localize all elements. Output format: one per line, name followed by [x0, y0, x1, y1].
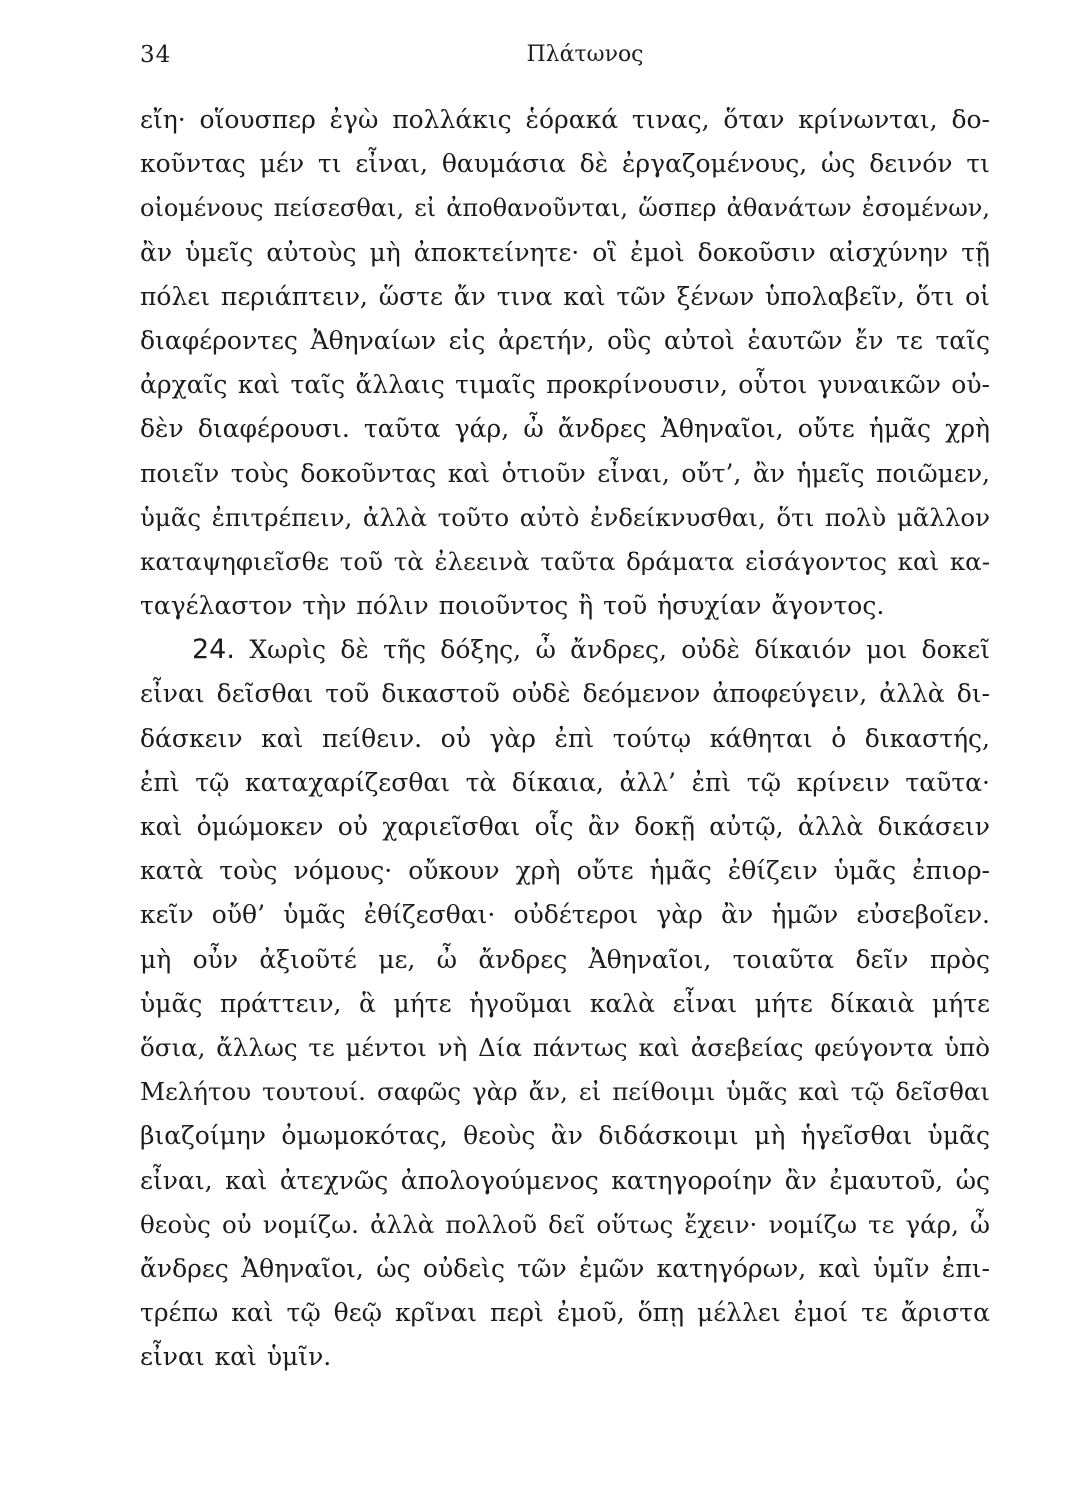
running-head: [140, 42, 990, 78]
text-line-28: τρέπω καὶ τῷ θεῷ κρῖναι περὶ ἐμοῦ, ὅπῃ μέλλει ἐμοί τε ἄριστα: [140, 1298, 990, 1328]
text-line-7: ἀρχαῖς καὶ ταῖς ἄλλαις τιμαῖς προκρίνουσιν, οὗτοι γυναικῶν οὐ-: [140, 370, 990, 400]
section-24-text: Χωρὶς δὲ τῆς δόξης, ὦ ἄνδρες, οὐδὲ δίκαιόν μοι δοκεῖ: [249, 635, 991, 665]
text-line-23: Μελήτου τουτουί. σαφῶς γὰρ ἄν, εἰ πείθοιμι ὑμᾶς καὶ τῷ δεῖσθαι: [140, 1077, 990, 1107]
text-line-27: ἄνδρες Ἀθηναῖοι, ὡς οὐδεὶς τῶν ἐμῶν κατηγόρων, καὶ ὑμῖν ἐπι-: [140, 1253, 990, 1283]
text-line-18: κατὰ τοὺς νόμους· οὔκουν χρὴ οὔτε ἡμᾶς ἐθίζειν ὑμᾶς ἐπιορ-: [140, 856, 990, 886]
section-24-first-line: [140, 628, 990, 672]
text-line-3: οἰομένους πείσεσθαι, εἰ ἀποθανοῦνται, ὥσπερ ἀθανάτων ἐσομένων,: [140, 194, 990, 223]
body-text: [140, 98, 990, 1379]
text-line-8: δὲν διαφέρουσι. ταῦτα γάρ, ὦ ἄνδρες Ἀθηναῖοι, οὔτε ἡμᾶς χρὴ: [140, 414, 990, 444]
text-line-25: εἶναι, καὶ ἀτεχνῶς ἀπολογούμενος κατηγοροίην ἂν ἐμαυτοῦ, ὡς: [140, 1165, 990, 1195]
text-line-21: ὑμᾶς πράττειν, ἃ μήτε ἡγοῦμαι καλὰ εἶναι μήτε δίκαιὰ μήτε: [140, 988, 990, 1018]
running-title: Πλάτωνος: [526, 42, 644, 67]
text-line-12: ταγέλαστον τὴν πόλιν ποιοῦντος ἢ τοῦ ἡσυχίαν ἄγοντος.: [140, 591, 885, 621]
text-line-10: ὑμᾶς ἐπιτρέπειν, ἀλλὰ τοῦτο αὐτὸ ἐνδείκνυσθαι, ὅτι πολὺ μᾶλλον: [140, 502, 990, 532]
text-line-22: ὅσια, ἄλλως τε μέντοι νὴ Δία πάντως καὶ ἀσεβείας φεύγοντα ὑπὸ: [140, 1032, 990, 1062]
text-line-1: εἴη· οἵουσπερ ἐγὼ πολλάκις ἑόρακά τινας, ὅταν κρίνωνται, δο-: [140, 105, 990, 134]
text-line-9: ποιεῖν τοὺς δοκοῦντας καὶ ὁτιοῦν εἶναι, οὔτ’, ἂν ἡμεῖς ποιῶμεν,: [140, 458, 990, 488]
text-line-6: διαφέροντες Ἀθηναίων εἰς ἀρετήν, οὓς αὐτοὶ ἑαυτῶν ἔν τε ταῖς: [140, 325, 990, 355]
text-line-5: πόλει περιάπτειν, ὥστε ἄν τινα καὶ τῶν ξένων ὑπολαβεῖν, ὅτι οἱ: [140, 281, 990, 311]
text-line-19: κεῖν οὔθ’ ὑμᾶς ἐθίζεσθαι· οὐδέτεροι γὰρ ἂν ἡμῶν εὐσεβοῖεν.: [140, 900, 990, 930]
text-line-17: καὶ ὀμώμοκεν οὐ χαριεῖσθαι οἷς ἂν δοκῇ αὐτῷ, ἀλλὰ δικάσειν: [140, 812, 990, 841]
text-line-16: ἐπὶ τῷ καταχαρίζεσθαι τὰ δίκαια, ἀλλ’ ἐπὶ τῷ κρίνειν ταῦτα·: [140, 767, 990, 797]
section-number: 24.: [192, 634, 235, 666]
page-number: 34: [140, 42, 172, 68]
text-line-14: εἶναι δεῖσθαι τοῦ δικαστοῦ οὐδὲ δεόμενον ἀποφεύγειν, ἀλλὰ δι-: [140, 679, 990, 709]
text-line-15: δάσκειν καὶ πείθειν. οὐ γὰρ ἐπὶ τούτῳ κάθηται ὁ δικαστής,: [140, 723, 990, 753]
text-line-26: θεοὺς οὐ νομίζω. ἀλλὰ πολλοῦ δεῖ οὕτως ἔχειν· νομίζω τε γάρ, ὦ: [140, 1209, 990, 1239]
text-line-20: μὴ οὖν ἀξιοῦτέ με, ὦ ἄνδρες Ἀθηναῖοι, τοιαῦτα δεῖν πρὸς: [140, 944, 990, 974]
text-line-2: κοῦντας μέν τι εἶναι, θαυμάσια δὲ ἐργαζομένους, ὡς δεινόν τι: [140, 149, 990, 179]
text-line-24: βιαζοίμην ὀμωμοκότας, θεοὺς ἂν διδάσκοιμι μὴ ἡγεῖσθαι ὑμᾶς: [140, 1121, 990, 1151]
text-line-11: καταψηφιεῖσθε τοῦ τὰ ἐλεεινὰ ταῦτα δράματα εἰσάγοντος καὶ κα-: [140, 546, 990, 576]
text-line-29: εἶναι καὶ ὑμῖν.: [140, 1342, 332, 1372]
text-line-4: ἂν ὑμεῖς αὐτοὺς μὴ ἀποκτείνητε· οἳ ἐμοὶ δοκοῦσιν αἰσχύνην τῇ: [140, 237, 990, 267]
